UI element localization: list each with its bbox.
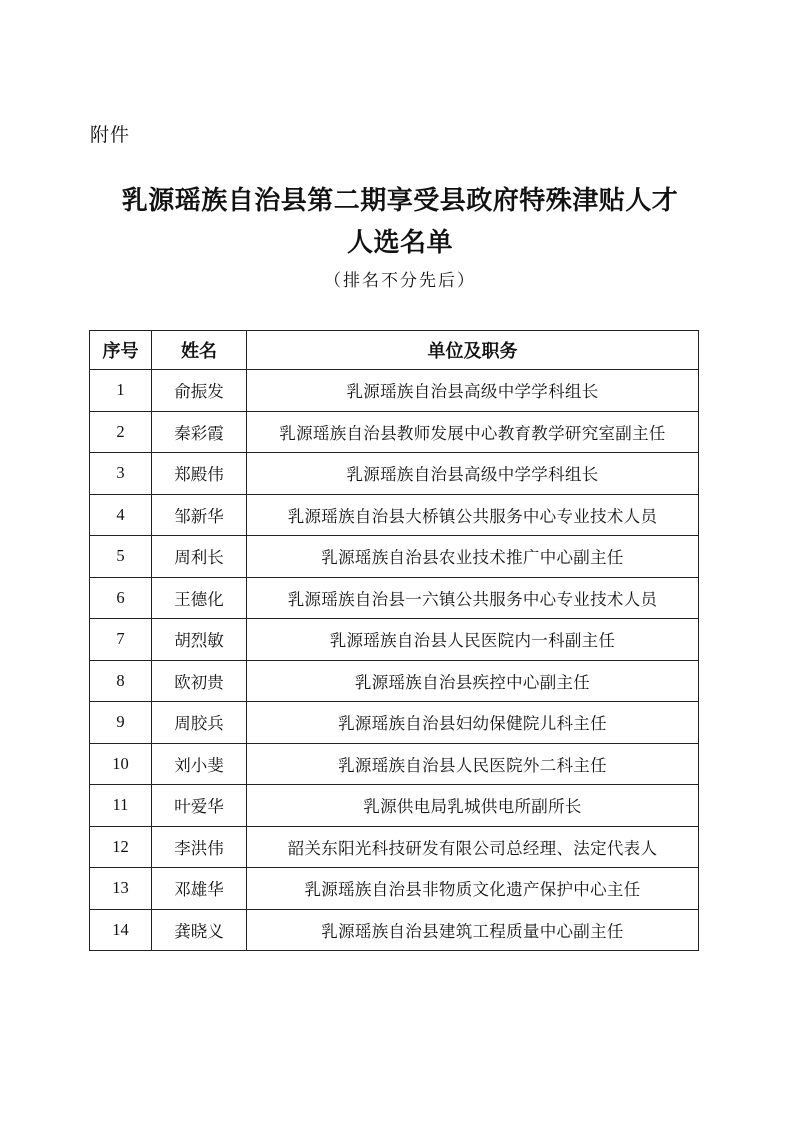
cell-position: 乳源瑶族自治县农业技术推广中心副主任 [247,536,699,578]
cell-serial-number: 2 [90,411,152,453]
cell-name: 李洪伟 [152,826,247,868]
cell-position: 乳源瑶族自治县建筑工程质量中心副主任 [247,909,699,951]
cell-position: 乳源瑶族自治县高级中学学科组长 [247,370,699,412]
cell-name: 秦彩霞 [152,411,247,453]
cell-name: 周胶兵 [152,702,247,744]
cell-name: 龚晓义 [152,909,247,951]
document-title [0,180,800,264]
table-row [90,702,699,744]
cell-position: 乳源瑶族自治县疾控中心副主任 [247,660,699,702]
cell-name: 叶爱华 [152,785,247,827]
cell-position: 韶关东阳光科技研发有限公司总经理、法定代表人 [247,826,699,868]
table-row [90,577,699,619]
cell-serial-number: 1 [90,370,152,412]
header-name: 姓名 [152,331,247,370]
table-row [90,494,699,536]
table-row [90,453,699,495]
cell-position: 乳源瑶族自治县妇幼保健院儿科主任 [247,702,699,744]
table-row [90,411,699,453]
table-row [90,743,699,785]
talent-roster-table [89,330,699,951]
table-row [90,909,699,951]
cell-name: 邓雄华 [152,868,247,910]
title-line-2: 人选名单 [346,228,453,258]
cell-position: 乳源瑶族自治县一六镇公共服务中心专业技术人员 [247,577,699,619]
cell-position: 乳源供电局乳城供电所副所长 [247,785,699,827]
subtitle-note: （排名不分先后） [324,271,476,291]
cell-serial-number: 11 [90,785,152,827]
cell-name: 邹新华 [152,494,247,536]
title-line-1: 乳源瑶族自治县第二期享受县政府特殊津贴人才 [121,186,679,216]
header-position: 单位及职务 [247,331,699,370]
table-header-row [90,331,699,370]
cell-name: 周利长 [152,536,247,578]
cell-name: 郑殿伟 [152,453,247,495]
table-row [90,370,699,412]
cell-serial-number: 4 [90,494,152,536]
cell-position: 乳源瑶族自治县高级中学学科组长 [247,453,699,495]
cell-name: 王德化 [152,577,247,619]
cell-serial-number: 7 [90,619,152,661]
cell-serial-number: 12 [90,826,152,868]
cell-serial-number: 14 [90,909,152,951]
cell-position: 乳源瑶族自治县大桥镇公共服务中心专业技术人员 [247,494,699,536]
cell-name: 刘小斐 [152,743,247,785]
cell-serial-number: 6 [90,577,152,619]
table-row [90,868,699,910]
cell-serial-number: 9 [90,702,152,744]
cell-serial-number: 3 [90,453,152,495]
header-serial-number: 序号 [90,331,152,370]
cell-position: 乳源瑶族自治县人民医院外二科主任 [247,743,699,785]
cell-position: 乳源瑶族自治县教师发展中心教育教学研究室副主任 [247,411,699,453]
cell-serial-number: 5 [90,536,152,578]
cell-serial-number: 8 [90,660,152,702]
table-row [90,619,699,661]
cell-position: 乳源瑶族自治县人民医院内一科副主任 [247,619,699,661]
cell-name: 俞振发 [152,370,247,412]
cell-serial-number: 10 [90,743,152,785]
cell-name: 欧初贵 [152,660,247,702]
table-row [90,536,699,578]
cell-position: 乳源瑶族自治县非物质文化遗产保护中心主任 [247,868,699,910]
attachment-label: 附件 [90,124,131,146]
table-row [90,660,699,702]
table-row [90,785,699,827]
table-row [90,826,699,868]
cell-name: 胡烈敏 [152,619,247,661]
cell-serial-number: 13 [90,868,152,910]
